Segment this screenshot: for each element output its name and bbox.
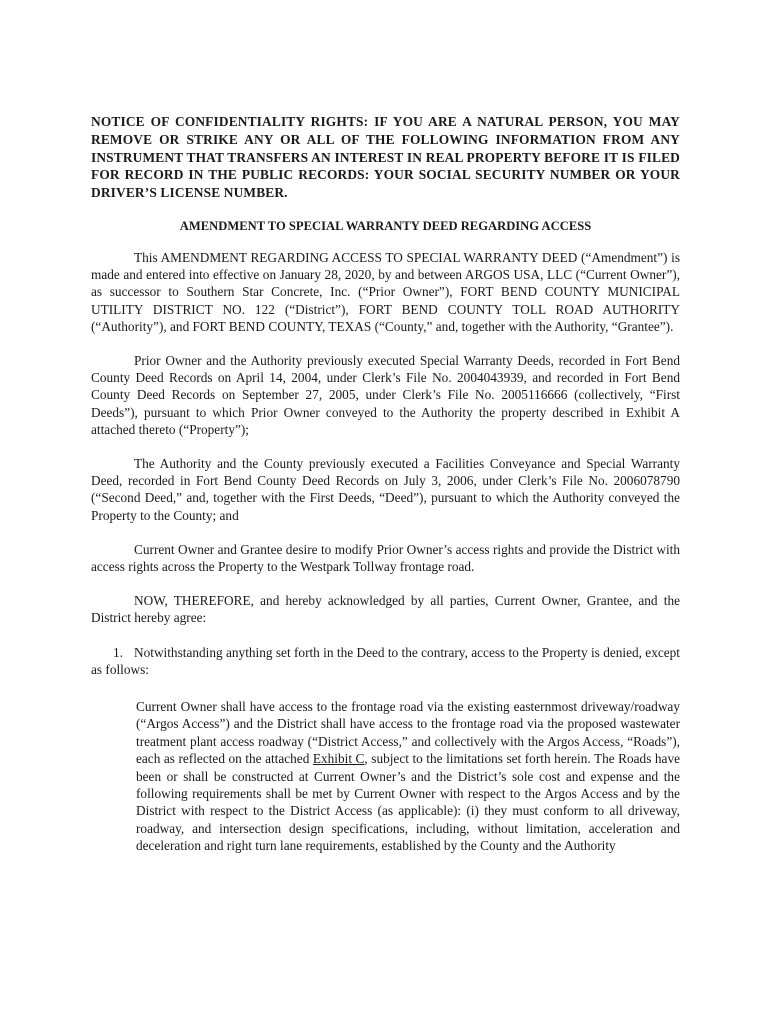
confidentiality-notice: NOTICE OF CONFIDENTIALITY RIGHTS: IF YOU ARE A NATURAL PERSON, YOU MAY REMOVE OR STRIKE ANY OR ALL OF THE FOLLOWING INFORMATION FROM ANY INSTRUMENT THAT TRANSFERS AN INTEREST IN REAL PROPERTY BEFORE IT IS FILED FOR RECORD IN THE PUBLIC RECORDS: YOUR SOCIAL SECURITY NUMBER OR YOUR DRIVER’S LICENSE NUMBER. — [91, 114, 680, 201]
therefore-paragraph: NOW, THEREFORE, and hereby acknowledged by all parties, Current Owner, Grantee, and the District hereby agree: — [91, 593, 680, 626]
exhibit-c-reference: Exhibit C — [312, 751, 365, 767]
list-item-text: Notwithstanding anything set forth in the Deed to the contrary, access to the Property is denied, except as follows: — [91, 644, 680, 677]
access-terms-block — [136, 698, 680, 855]
document-title: AMENDMENT TO SPECIAL WARRANTY DEED REGARDING ACCESS — [179, 218, 592, 233]
intro-paragraph: This AMENDMENT REGARDING ACCESS TO SPECIAL WARRANTY DEED (“Amendment”) is made and entered into effective on January 28, 2020, by and between ARGOS USA, LLC (“Current Owner”), as successor to Southern Star Concrete, Inc. (“Prior Owner”), FORT BEND COUNTY MUNICIPAL UTILITY DISTRICT NO. 122 (“District”), FORT BEND COUNTY TOLL ROAD AUTHORITY (“Authority”), and FORT BEND COUNTY, TEXAS (“County,” and, together with the Authority, “Grantee”). — [91, 249, 680, 334]
prior-owner-paragraph: Prior Owner and the Authority previously executed Special Warranty Deeds, recorded in Fort Bend County Deed Records on April 14, 2004, under Clerk’s File No. 2004043939, and recorded in Fort Bend County Deed Records on September 27, 2005, under Clerk’s File No. 2005116666 (collectively, “First Deeds”), pursuant to which Prior Owner conveyed to the Authority the property described in Exhibit A attached thereto (“Property”); — [91, 353, 680, 437]
access-terms-continued: , subject to the limitations set forth herein. The Roads have been or shall be constructed at Current Owner’s and the District’s sole cost and expense and the following requirements shall be met by Current Owner with respect to the Argos Access and by the District with respect to the District Access (as applicable): (i) they must conform to all driveway, roadway, and intersection design specifications, including, without limitation, acceleration and deceleration and right turn lane requirements, established by the County and the Authority — [136, 751, 681, 854]
access-terms-text: Current Owner shall have access to the frontage road via the existing easternmost driveway/roadway (“Argos Access”) and the District shall have access to the frontage road via the proposed wastewater treatment plant access roadway (“District Access,” and collectively with the Argos Access, “Roads”), each as reflected on the attached — [136, 699, 680, 767]
authority-county-paragraph: The Authority and the County previously executed a Facilities Conveyance and Special Warranty Deed, recorded in Fort Bend County Deed Records on July 3, 2006, under Clerk’s File No. 2006078790 (“Second Deed,” and, together with the First Deeds, “Deed”), pursuant to which the Authority conveyed the Property to the County; and — [91, 456, 680, 523]
desire-paragraph: Current Owner and Grantee desire to modify Prior Owner’s access rights and provide the District with access rights across the Property to the Westpark Tollway frontage road. — [91, 541, 680, 575]
list-item-number: 1. — [113, 644, 123, 660]
list-item — [91, 644, 680, 678]
document-page — [91, 113, 680, 855]
